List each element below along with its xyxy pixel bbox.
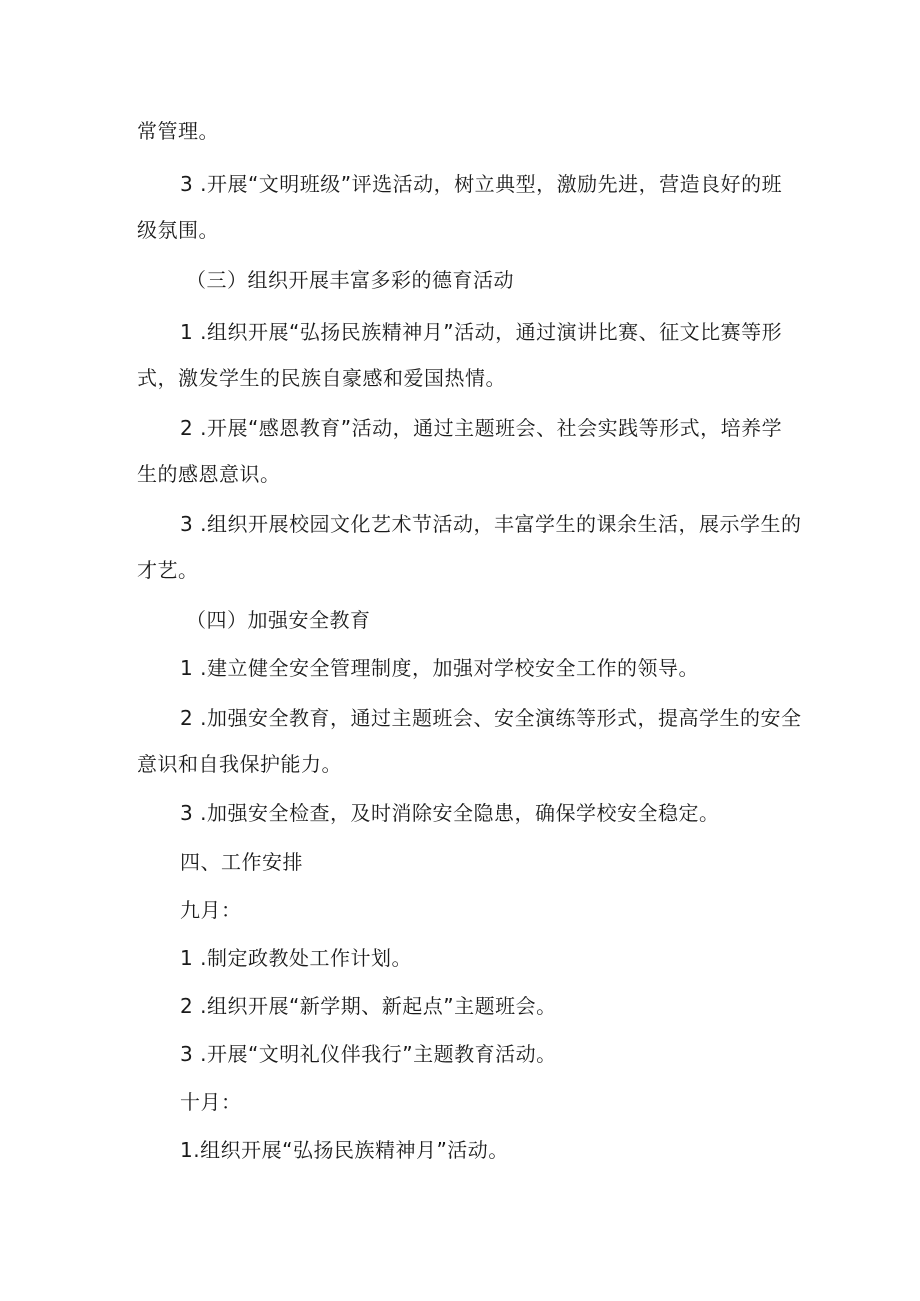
text-line: 生的感恩意识。 <box>137 462 281 486</box>
month-heading: 十月： <box>180 1090 242 1114</box>
text-line: 常管理。 <box>137 119 219 143</box>
text-line: 2 .加强安全教育，通过主题班会、安全演练等形式，提高学生的安全 <box>180 706 802 730</box>
text-line: 3 .开展“文明礼仪伴我行”主题教育活动。 <box>180 1042 557 1066</box>
text-line: 式，激发学生的民族自豪感和爱国热情。 <box>137 366 506 390</box>
text-line: 才艺。 <box>137 558 199 582</box>
text-line: 2 .开展“感恩教育”活动，通过主题班会、社会实践等形式，培养学 <box>180 416 783 440</box>
text-line: 级氛围。 <box>137 218 219 242</box>
section-heading: （三）组织开展丰富多彩的德育活动 <box>186 268 514 292</box>
text-line: 1 .组织开展“弘扬民族精神月”活动，通过演讲比赛、征文比赛等形 <box>180 320 783 344</box>
month-heading: 九月： <box>180 898 242 922</box>
text-line: 意识和自我保护能力。 <box>137 752 342 776</box>
text-line: 3 .开展“文明班级”评选活动，树立典型，激励先进，营造良好的班 <box>180 172 783 196</box>
text-line: 1.组织开展“弘扬民族精神月”活动。 <box>180 1138 509 1162</box>
text-line: 1 .制定政教处工作计划。 <box>180 946 412 970</box>
section-heading: （四）加强安全教育 <box>186 608 371 632</box>
text-line: 1 .建立健全安全管理制度，加强对学校安全工作的领导。 <box>180 656 699 680</box>
section-heading: 四、工作安排 <box>180 850 303 874</box>
text-line: 2 .组织开展“新学期、新起点”主题班会。 <box>180 994 557 1018</box>
text-line: 3 .组织开展校园文化艺术节活动，丰富学生的课余生活，展示学生的 <box>180 512 802 536</box>
text-line: 3 .加强安全检查，及时消除安全隐患，确保学校安全稳定。 <box>180 801 720 825</box>
